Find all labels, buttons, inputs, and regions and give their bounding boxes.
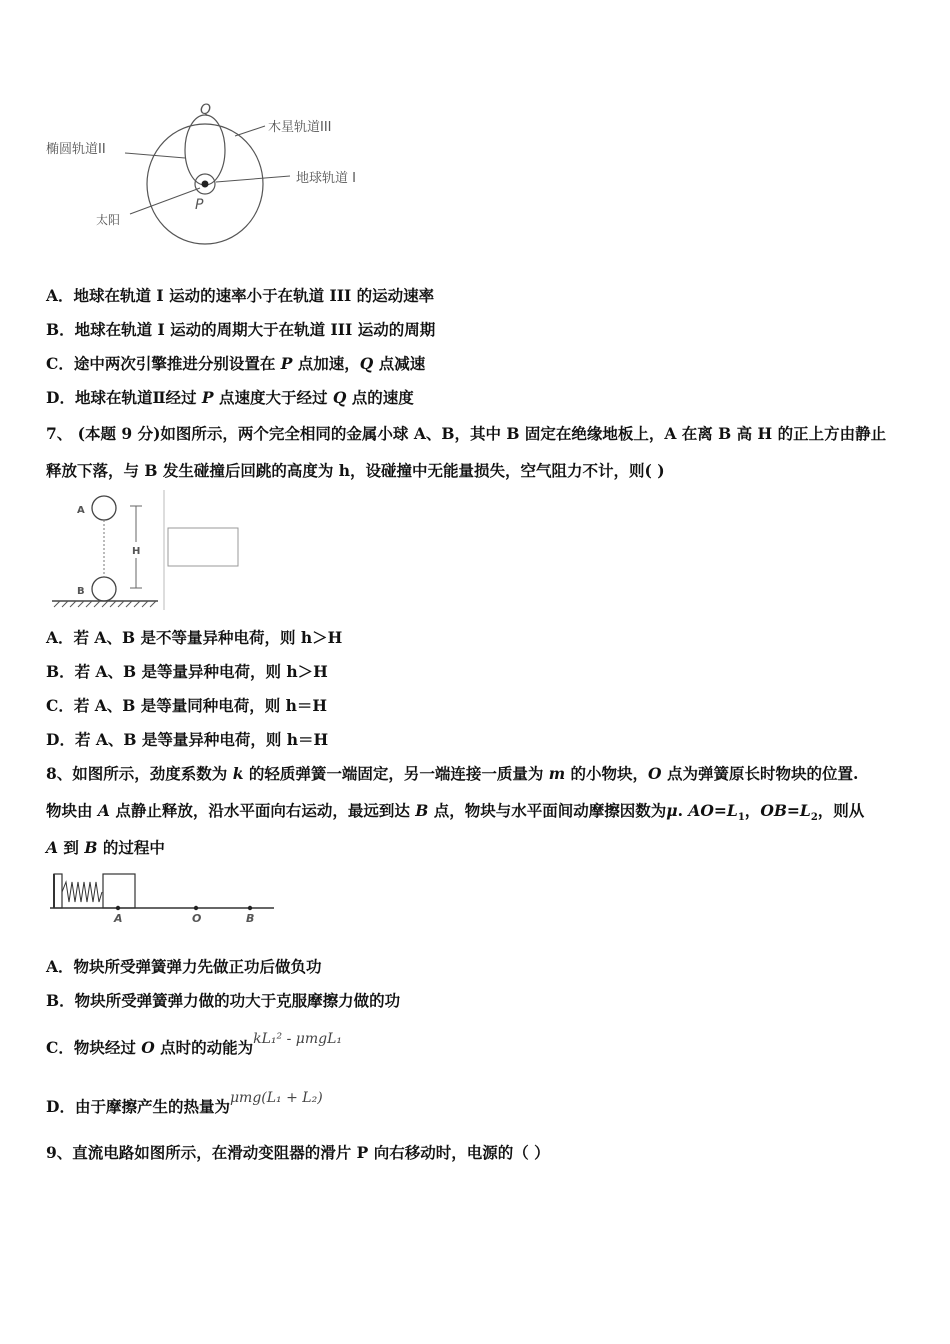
fig-label-a: A xyxy=(114,912,123,925)
ball-a xyxy=(92,496,116,520)
spring xyxy=(62,882,102,902)
label-orbit3: 木星轨道III xyxy=(268,120,332,135)
point-a xyxy=(116,906,120,910)
q8-option-d: D．由于摩擦产生的热量为μmg(L₁ + L₂) xyxy=(46,1090,323,1116)
q6-option-c: C．途中两次引擎推进分别设置在 P 点加速，Q 点减速 xyxy=(46,354,426,373)
fig-label-b: B xyxy=(246,912,255,925)
wall-block xyxy=(54,874,62,908)
q7-option-d: D．若 A、B 是等量异种电荷，则 h＝H xyxy=(46,730,329,749)
fig-label-o: O xyxy=(192,912,202,925)
label-sun: 太阳 xyxy=(96,213,121,227)
q8-option-a: A．物块所受弹簧弹力先做正功后做负功 xyxy=(46,957,322,976)
q8-stem-line3: A 到 B 的过程中 xyxy=(46,838,165,857)
balls-figure xyxy=(46,488,246,613)
leader-orbit1 xyxy=(216,176,290,182)
label-p: P xyxy=(195,197,204,213)
spring-figure xyxy=(46,868,278,926)
q8-c-formula: kL₁² - μmgL₁ xyxy=(253,1031,343,1047)
q8-stem-line1: 8、如图所示，劲度系数为 k 的轻质弹簧一端固定，另一端连接一质量为 m 的小物块，O 点为弹簧原长时物块的位置. xyxy=(46,764,859,783)
q7-stem-line2: 释放下落，与 B 发生碰撞后回跳的高度为 h，设碰撞中无能量损失，空气阻力不计，则( ) xyxy=(46,461,665,480)
leader-sun xyxy=(130,188,200,214)
q7-option-c: C．若 A、B 是等量同种电荷，则 h＝H xyxy=(46,696,328,715)
label-orbit2: 椭圆轨道II xyxy=(46,142,106,157)
floor-hatch xyxy=(54,601,156,607)
q7-stem-line1: 7、 (本题 9 分)如图所示，两个完全相同的金属小球 A、B，其中 B 固定在绝缘地板上，A 在离 B 高 H 的正上方由静止 xyxy=(46,424,887,443)
orbit-figure xyxy=(40,96,380,256)
block xyxy=(103,874,135,908)
fig-label-b: B xyxy=(77,586,85,597)
ball-b xyxy=(92,577,116,601)
q6-option-d: D．地球在轨道Ⅱ经过 P 点速度大于经过 Q 点的速度 xyxy=(46,388,414,407)
point-o xyxy=(194,906,198,910)
leader-orbit3 xyxy=(235,126,265,136)
fig-label-a: A xyxy=(77,505,85,516)
sun-dot xyxy=(202,181,209,188)
q7-option-a: A．若 A、B 是不等量异种电荷，则 h＞H xyxy=(46,628,343,647)
q7-option-b: B．若 A、B 是等量异种电荷，则 h＞H xyxy=(46,662,328,681)
q6-option-b: B．地球在轨道 I 运动的周期大于在轨道 III 运动的周期 xyxy=(46,320,436,339)
label-orbit1: 地球轨道 I xyxy=(296,171,356,186)
q8-option-c: C．物块经过 O 点时的动能为kL₁² - μmgL₁ xyxy=(46,1031,343,1057)
fig-label-h: H xyxy=(132,546,141,557)
q8-option-b: B．物块所受弹簧弹力做的功大于克服摩擦力做的功 xyxy=(46,991,401,1010)
q8-d-formula: μmg(L₁ + L₂) xyxy=(229,1090,323,1106)
blank-box xyxy=(168,528,238,566)
point-b xyxy=(248,906,252,910)
q6-option-a: A．地球在轨道 I 运动的速率小于在轨道 III 的运动速率 xyxy=(46,286,435,305)
label-q: Q xyxy=(200,102,212,118)
q8-stem-line2: 物块由 A 点静止释放，沿水平面向右运动，最远到达 B 点，物块与水平面间动摩擦因数为μ. $AO=L_1$，$OB=L_2$，则从 xyxy=(46,801,865,824)
q9-stem: 9、直流电路如图所示，在滑动变阻器的滑片 P 向右移动时，电源的（ ） xyxy=(46,1143,550,1162)
